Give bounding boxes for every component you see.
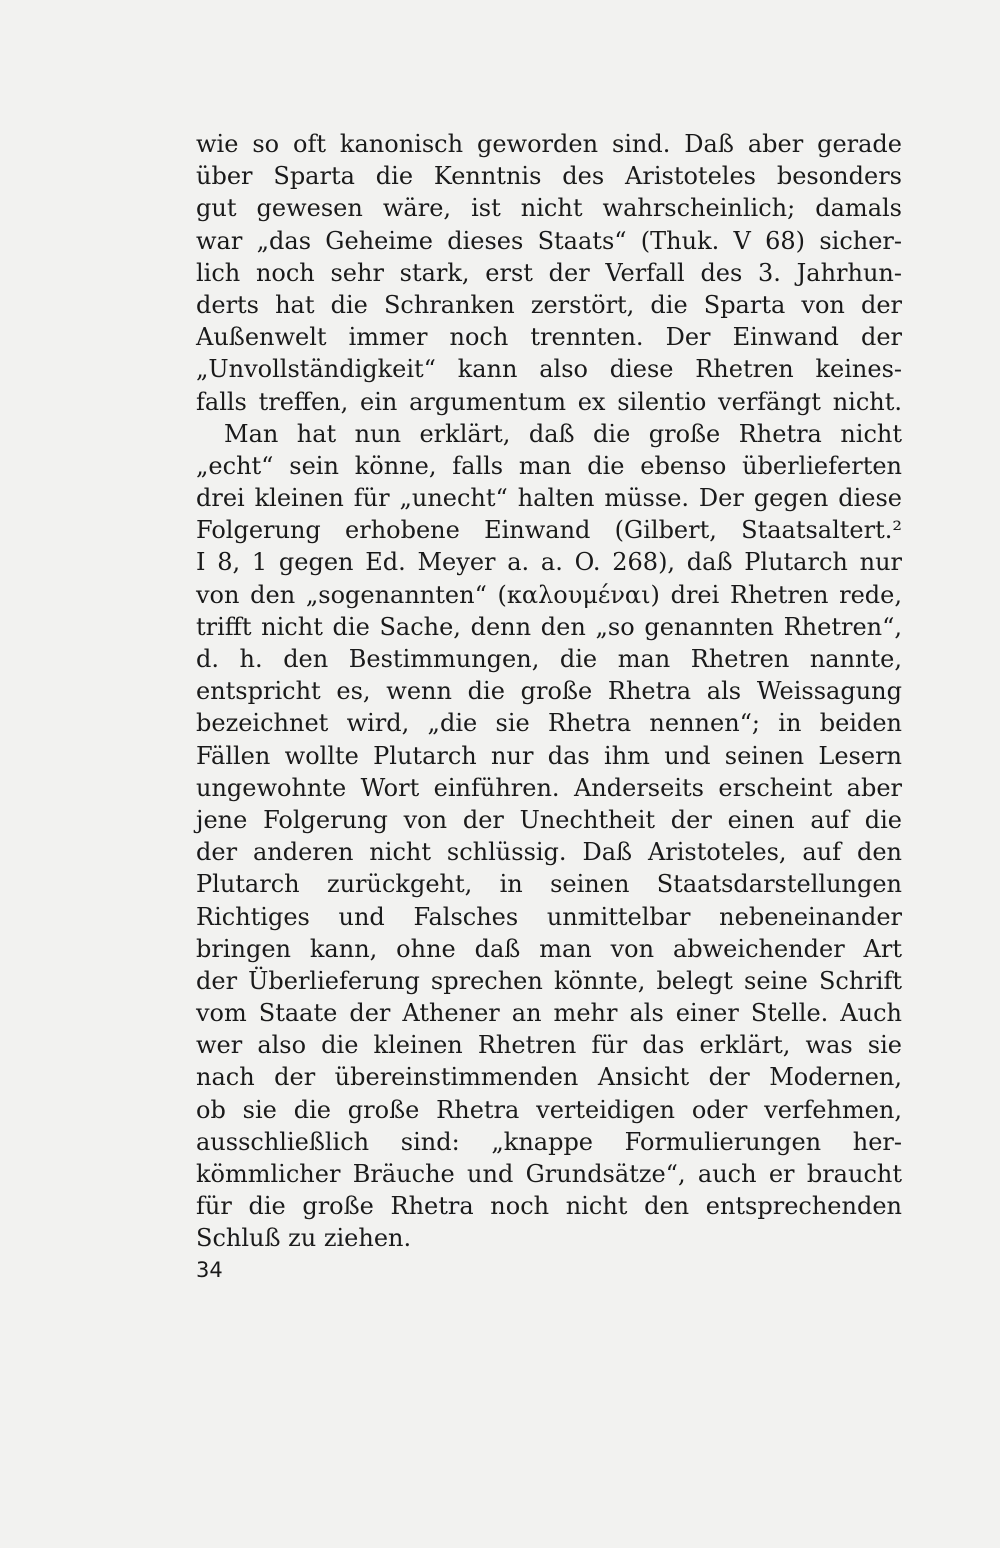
page-number: 34 bbox=[196, 1258, 223, 1282]
text-line: Man hat nun erklärt, daß die große Rhetra nicht bbox=[224, 419, 902, 448]
paragraph-2 bbox=[196, 418, 902, 1255]
text-line: wer also die kleinen Rhetren für das erklärt, was sie bbox=[196, 1031, 902, 1060]
text-line: vom Staate der Athener an mehr als einer Stelle. Auch bbox=[196, 999, 902, 1028]
text-line: für die große Rhetra noch nicht den entsprechenden bbox=[196, 1192, 902, 1221]
text-line: d. h. den Bestimmungen, die man Rhetren nannte, bbox=[196, 645, 902, 673]
text-line: ob sie die große Rhetra verteidigen oder verfehmen, bbox=[196, 1095, 902, 1124]
text-line: nach der übereinstimmenden Ansicht der Modernen, bbox=[196, 1063, 902, 1092]
text-line: ungewohnte Wort einführen. Anderseits erscheint aber bbox=[196, 773, 902, 802]
text-line: bezeichnet wird, „die sie Rhetra nennen“; in beiden bbox=[196, 709, 902, 738]
text-line: entspricht es, wenn die große Rhetra als Weissagung bbox=[196, 677, 902, 706]
text-line: „Unvollständigkeit“ kann also diese Rhetren keines- bbox=[196, 355, 902, 384]
text-line: Außenwelt immer noch trennten. Der Einwand der bbox=[196, 323, 902, 352]
text-line: lich noch sehr stark, erst der Verfall des 3. Jahrhun- bbox=[196, 258, 902, 287]
text-line: kömmlicher Bräuche und Grundsätze“, auch er braucht bbox=[196, 1160, 902, 1188]
text-line: gut gewesen wäre, ist nicht wahrscheinlich; damals bbox=[196, 194, 902, 223]
text-line: Folgerung erhobene Einwand (Gilbert, Staatsaltert.² bbox=[196, 516, 902, 545]
text-line: trifft nicht die Sache, denn den „so genannten Rhetren“, bbox=[196, 612, 902, 641]
text-line: bringen kann, ohne daß man von abweichender Art bbox=[196, 934, 902, 963]
text-line: derts hat die Schranken zerstört, die Sparta von der bbox=[196, 290, 902, 319]
text-line: Fällen wollte Plutarch nur das ihm und seinen Lesern bbox=[196, 741, 902, 770]
text-line: der Überlieferung sprechen könnte, belegt seine Schrift bbox=[196, 966, 902, 995]
text-line: „echt“ sein könne, falls man die ebenso überlieferten bbox=[196, 451, 902, 480]
text-line: Plutarch zurückgeht, in seinen Staatsdarstellungen bbox=[196, 870, 902, 899]
text-line: Schluß zu ziehen. bbox=[196, 1224, 412, 1253]
text-line: drei kleinen für „unecht“ halten müsse. Der gegen diese bbox=[196, 484, 902, 513]
text-line: über Sparta die Kenntnis des Aristoteles besonders bbox=[196, 162, 902, 191]
text-line: wie so oft kanonisch geworden sind. Daß aber gerade bbox=[196, 130, 902, 158]
text-line: war „das Geheime dieses Staats“ (Thuk. V 68) sicher- bbox=[196, 226, 902, 255]
text-line: ausschließlich sind: „knappe Formulierungen her- bbox=[196, 1127, 902, 1156]
text-line: jene Folgerung von der Unechtheit der einen auf die bbox=[196, 805, 902, 834]
text-line: von den „sogenannten“ (καλουμέναι) drei Rhetren rede, bbox=[196, 580, 902, 609]
text-line: I 8, 1 gegen Ed. Meyer a. a. O. 268), daß Plutarch nur bbox=[196, 548, 902, 577]
text-line: der anderen nicht schlüssig. Daß Aristoteles, auf den bbox=[196, 838, 902, 867]
text-line: falls treffen, ein argumentum ex silentio verfängt nicht. bbox=[196, 387, 902, 416]
paragraph-1 bbox=[196, 128, 902, 418]
text-line: Richtiges und Falsches unmittelbar nebeneinander bbox=[196, 902, 902, 931]
body-text bbox=[196, 128, 902, 1255]
